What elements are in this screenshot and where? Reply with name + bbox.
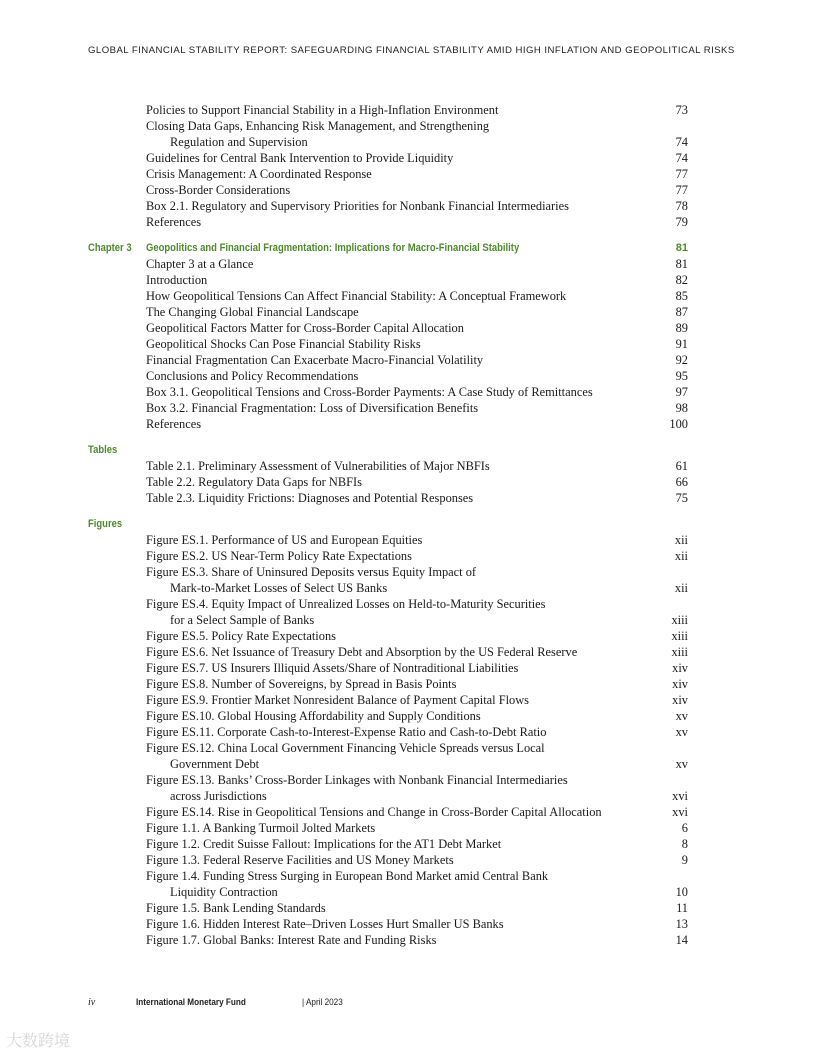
toc-entry[interactable] (0, 804, 816, 820)
toc-entry-line (0, 596, 816, 612)
chapter-label: Chapter 3 (88, 242, 132, 254)
toc-entry-title: Crisis Management: A Coordinated Response (146, 167, 372, 181)
toc-entry[interactable] (0, 118, 816, 150)
toc-entry-line (0, 166, 816, 182)
toc-entry-page: 66 (675, 475, 688, 489)
toc-entry-page: 87 (675, 305, 688, 319)
toc-entry-line (0, 272, 816, 288)
toc-entry-line (0, 532, 816, 548)
toc-entry[interactable] (0, 458, 816, 474)
footer-organization: International Monetary Fund (136, 997, 246, 1008)
toc-entry-title: Guidelines for Central Bank Intervention to Provide Liquidity (146, 151, 454, 165)
toc-entry-title: Figure ES.14. Rise in Geopolitical Tensions and Change in Cross-Border Capital Allocation (146, 805, 602, 819)
toc-entry-title: Figure ES.4. Equity Impact of Unrealized Losses on Held-to-Maturity Securities (146, 597, 546, 611)
chapter-page: 81 (675, 242, 688, 254)
toc-entry-line (0, 320, 816, 336)
toc-entry-title: Figure 1.6. Hidden Interest Rate–Driven Losses Hurt Smaller US Banks (146, 917, 504, 931)
toc-entry-line (0, 548, 816, 564)
toc-entry[interactable] (0, 368, 816, 384)
toc-entry-page: 89 (675, 321, 688, 335)
toc-entry-page: 98 (675, 401, 688, 415)
toc-entry[interactable] (0, 352, 816, 368)
toc-entry[interactable] (0, 288, 816, 304)
toc-entry-page: xiii (671, 645, 688, 659)
toc-entry-title: References (146, 215, 202, 229)
toc-entry-page: 10 (675, 885, 688, 899)
toc-entry-line (0, 352, 816, 368)
toc-entry-page: 100 (669, 417, 688, 431)
chapter-2-entries (0, 102, 816, 230)
toc-entry-line (0, 772, 816, 788)
toc-entry-line (0, 660, 816, 676)
toc-entry-line (0, 118, 816, 134)
toc-entry[interactable] (0, 304, 816, 320)
toc-entry-page: xii (674, 549, 688, 563)
toc-entry-page: 73 (675, 103, 688, 117)
toc-entry-page: 6 (681, 821, 688, 835)
page-number: iv (88, 997, 96, 1008)
toc-entry-line (0, 708, 816, 724)
toc-entry-title: for a Select Sample of Banks (170, 613, 315, 627)
toc-entry-page: xvi (672, 805, 688, 819)
toc-entry-line (0, 932, 816, 948)
toc-entry[interactable] (0, 256, 816, 272)
toc-entry-line (0, 198, 816, 214)
toc-entry-page: 97 (675, 385, 688, 399)
toc-entry-line (0, 724, 816, 740)
toc-entry-page: xii (674, 533, 688, 547)
toc-entry[interactable] (0, 868, 816, 900)
toc-entry-line (0, 458, 816, 474)
toc-entry-title: Geopolitical Shocks Can Pose Financial Stability Risks (146, 337, 421, 351)
toc-entry-title: Geopolitical Factors Matter for Cross-Border Capital Allocation (146, 321, 464, 335)
toc-entry-page: xvi (672, 789, 688, 803)
toc-entry-title: The Changing Global Financial Landscape (146, 305, 359, 319)
toc-entry-title: Figure ES.1. Performance of US and European Equities (146, 533, 423, 547)
toc-entry-line (0, 612, 816, 628)
toc-entry-title: Figure 1.5. Bank Lending Standards (146, 901, 326, 915)
toc-entry-line (0, 628, 816, 644)
toc-entry[interactable] (0, 564, 816, 596)
toc-entry-page: 95 (675, 369, 688, 383)
toc-entry[interactable] (0, 900, 816, 916)
toc-entry-title: Figure ES.2. US Near-Term Policy Rate Expectations (146, 549, 412, 563)
toc-entry-title: Figure 1.7. Global Banks: Interest Rate and Funding Risks (146, 933, 437, 947)
toc-entry-title: Figure ES.7. US Insurers Illiquid Assets/Share of Nontraditional Liabilities (146, 661, 519, 675)
toc-entry[interactable] (0, 182, 816, 198)
toc-entry-title: Table 2.2. Regulatory Data Gaps for NBFIs (146, 475, 362, 489)
toc-entry-page: 9 (681, 853, 688, 867)
toc-entry-line (0, 692, 816, 708)
toc-entry-page: 92 (675, 353, 688, 367)
toc-entry-title: Financial Fragmentation Can Exacerbate Macro-Financial Volatility (146, 353, 484, 367)
page-footer (88, 997, 343, 1008)
toc-entry-title: Figure ES.9. Frontier Market Nonresident Balance of Payment Capital Flows (146, 693, 530, 707)
toc-entry-title: How Geopolitical Tensions Can Affect Financial Stability: A Conceptual Framework (146, 289, 567, 303)
toc-entry-page: 78 (675, 199, 688, 213)
toc-entry[interactable] (0, 474, 816, 490)
toc-entry[interactable] (0, 548, 816, 564)
toc-entry-page: xv (675, 725, 688, 739)
toc-entry-line (0, 416, 816, 432)
toc-entry-title: Table 2.1. Preliminary Assessment of Vulnerabilities of Major NBFIs (146, 459, 490, 473)
toc-entry-page: 75 (675, 491, 688, 505)
toc-entry-page: xv (675, 709, 688, 723)
toc-entry-line (0, 288, 816, 304)
toc-entry-line (0, 868, 816, 884)
toc-entry-line (0, 900, 816, 916)
toc-entry-line (0, 134, 816, 150)
toc-entry[interactable] (0, 772, 816, 804)
toc-entry-line (0, 580, 816, 596)
tables-entries (0, 458, 816, 506)
footer-date-text: April 2023 (305, 997, 343, 1008)
toc-entry-line (0, 564, 816, 580)
toc-entry-title: Box 2.1. Regulatory and Supervisory Priorities for Nonbank Financial Intermediaries (146, 199, 569, 213)
toc-entry-line (0, 368, 816, 384)
table-of-contents (0, 102, 816, 948)
toc-entry-page: 77 (675, 167, 688, 181)
toc-entry-line (0, 336, 816, 352)
toc-entry-line (0, 256, 816, 272)
toc-entry-title: Figure ES.8. Number of Sovereigns, by Spread in Basis Points (146, 677, 457, 691)
toc-entry-title: Regulation and Supervision (170, 135, 308, 149)
chapter-3-heading[interactable] (0, 240, 816, 256)
toc-entry-title: Table 2.3. Liquidity Frictions: Diagnoses and Potential Responses (146, 491, 474, 505)
toc-entry[interactable] (0, 336, 816, 352)
toc-entry-page: 77 (675, 183, 688, 197)
toc-entry-line (0, 150, 816, 166)
toc-entry-title: Figure ES.3. Share of Uninsured Deposits versus Equity Impact of (146, 565, 477, 579)
toc-entry-title: Box 3.2. Financial Fragmentation: Loss of Diversification Benefits (146, 401, 479, 415)
toc-entry-line (0, 102, 816, 118)
toc-entry-line (0, 916, 816, 932)
toc-entry[interactable] (0, 708, 816, 724)
toc-entry[interactable] (0, 102, 816, 118)
toc-entry-page: xiv (672, 677, 688, 691)
watermark: 大数跨境 (6, 1031, 71, 1050)
toc-entry-page: 11 (676, 901, 688, 915)
toc-entry-page: 85 (675, 289, 688, 303)
tables-heading (0, 442, 816, 458)
toc-entry[interactable] (0, 320, 816, 336)
toc-entry-line (0, 820, 816, 836)
footer-date (302, 997, 343, 1008)
toc-entry-title: Figure ES.11. Corporate Cash-to-Interest-Expense Ratio and Cash-to-Debt Ratio (146, 725, 547, 739)
toc-entry-title: Closing Data Gaps, Enhancing Risk Management, and Strengthening (146, 119, 490, 133)
toc-entry-title: Figure ES.10. Global Housing Affordability and Supply Conditions (146, 709, 481, 723)
toc-entry-line (0, 852, 816, 868)
toc-entry-line (0, 490, 816, 506)
toc-entry-title: Box 3.1. Geopolitical Tensions and Cross-Border Payments: A Case Study of Remittances (146, 385, 593, 399)
toc-entry-line (0, 836, 816, 852)
toc-entry-line (0, 756, 816, 772)
toc-entry-title: Figure 1.1. A Banking Turmoil Jolted Markets (146, 821, 376, 835)
toc-entry[interactable] (0, 644, 816, 660)
toc-entry[interactable] (0, 596, 816, 628)
toc-entry-title: Policies to Support Financial Stability in a High-Inflation Environment (146, 103, 499, 117)
toc-entry-line (0, 400, 816, 416)
toc-entry-line (0, 788, 816, 804)
toc-entry-line (0, 474, 816, 490)
toc-entry[interactable] (0, 416, 816, 432)
toc-entry-page: 14 (675, 933, 688, 947)
section-heading-label: Figures (88, 518, 123, 530)
running-head: GLOBAL FINANCIAL STABILITY REPORT: SAFEGUARDING FINANCIAL STABILITY AMID HIGH INFLATION AND GEOPOLITICAL RISKS (88, 45, 735, 56)
toc-entry-title: Chapter 3 at a Glance (146, 257, 254, 271)
toc-entry-line (0, 304, 816, 320)
toc-entry-title: Government Debt (170, 757, 260, 771)
toc-entry-page: xiii (671, 629, 688, 643)
toc-entry-title: Conclusions and Policy Recommendations (146, 369, 359, 383)
toc-entry-line (0, 804, 816, 820)
footer-separator: | (302, 997, 305, 1008)
toc-entry-page: 91 (675, 337, 688, 351)
toc-entry-page: xiv (672, 661, 688, 675)
toc-entry-title: Liquidity Contraction (170, 885, 278, 899)
toc-entry[interactable] (0, 932, 816, 948)
toc-entry[interactable] (0, 852, 816, 868)
toc-entry[interactable] (0, 272, 816, 288)
toc-entry-line (0, 384, 816, 400)
toc-entry-title: Mark-to-Market Losses of Select US Banks (170, 581, 388, 595)
toc-entry-page: xiv (672, 693, 688, 707)
toc-entry-page: xv (675, 757, 688, 771)
toc-entry[interactable] (0, 724, 816, 740)
toc-entry[interactable] (0, 532, 816, 548)
toc-entry-line (0, 884, 816, 900)
chapter-3-entries (0, 256, 816, 432)
toc-entry[interactable] (0, 150, 816, 166)
toc-entry[interactable] (0, 692, 816, 708)
toc-entry-title: Cross-Border Considerations (146, 183, 291, 197)
toc-entry-title: across Jurisdictions (170, 789, 267, 803)
toc-entry-page: 74 (675, 151, 688, 165)
toc-entry-page: 74 (675, 135, 688, 149)
toc-entry[interactable] (0, 820, 816, 836)
toc-entry-title: References (146, 417, 202, 431)
toc-entry-title: Introduction (146, 273, 208, 287)
toc-entry-line (0, 214, 816, 230)
toc-entry-title: Figure 1.4. Funding Stress Surging in European Bond Market amid Central Bank (146, 869, 549, 883)
toc-entry-title: Figure ES.12. China Local Government Financing Vehicle Spreads versus Local (146, 741, 545, 755)
toc-entry[interactable] (0, 676, 816, 692)
toc-entry-page: xiii (671, 613, 688, 627)
toc-entry[interactable] (0, 836, 816, 852)
toc-entry[interactable] (0, 490, 816, 506)
toc-entry[interactable] (0, 916, 816, 932)
toc-entry-title: Figure ES.13. Banks’ Cross-Border Linkages with Nonbank Financial Intermediaries (146, 773, 568, 787)
section-heading-label: Tables (88, 444, 118, 456)
toc-entry-page: 81 (675, 257, 688, 271)
toc-entry-title: Figure 1.2. Credit Suisse Fallout: Implications for the AT1 Debt Market (146, 837, 502, 851)
figures-entries (0, 532, 816, 948)
toc-entry-page: 61 (675, 459, 688, 473)
toc-entry[interactable] (0, 198, 816, 214)
toc-entry[interactable] (0, 400, 816, 416)
toc-entry[interactable] (0, 660, 816, 676)
toc-entry-page: 13 (675, 917, 688, 931)
toc-entry-title: Figure ES.6. Net Issuance of Treasury Debt and Absorption by the US Federal Reserve (146, 645, 578, 659)
toc-entry-title: Figure ES.5. Policy Rate Expectations (146, 629, 336, 643)
toc-entry-page: 79 (675, 215, 688, 229)
toc-entry[interactable] (0, 166, 816, 182)
toc-entry-line (0, 740, 816, 756)
toc-entry[interactable] (0, 740, 816, 772)
toc-entry-page: 82 (675, 273, 688, 287)
toc-entry-title: Figure 1.3. Federal Reserve Facilities and US Money Markets (146, 853, 454, 867)
toc-entry[interactable] (0, 628, 816, 644)
figures-heading (0, 516, 816, 532)
toc-entry-line (0, 182, 816, 198)
toc-entry-line (0, 644, 816, 660)
toc-entry-page: 8 (681, 837, 688, 851)
toc-entry[interactable] (0, 214, 816, 230)
toc-entry[interactable] (0, 384, 816, 400)
toc-entry-page: xii (674, 581, 688, 595)
toc-entry-line (0, 676, 816, 692)
chapter-title: Geopolitics and Financial Fragmentation: Implications for Macro-Financial Stability (146, 242, 520, 254)
